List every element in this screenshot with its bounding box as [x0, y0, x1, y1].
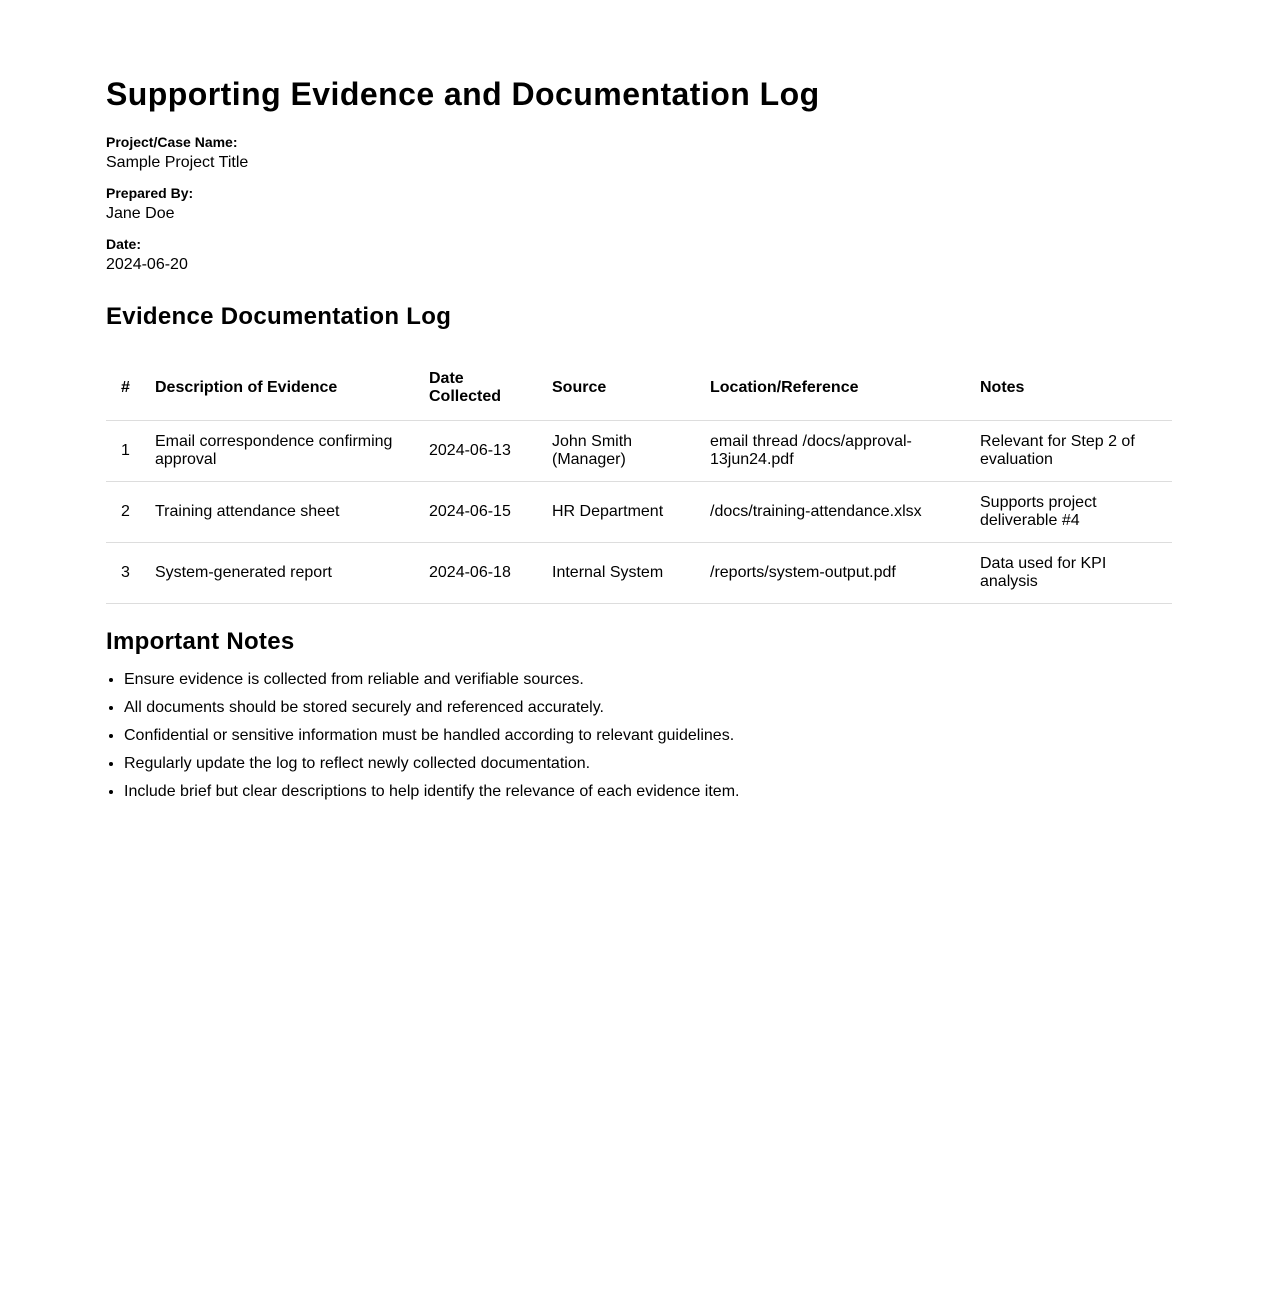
meta-project-label: Project/Case Name: [106, 134, 238, 150]
notes-heading: Important Notes [106, 627, 295, 655]
meta-prepared-value: Jane Doe [106, 205, 175, 222]
list-item: • Regularly update the log to reflect newly collected documentation. [124, 754, 1172, 774]
column-header-source: Source [542, 357, 700, 420]
table-row [106, 481, 1172, 542]
list-item: • Confidential or sensitive information must be handled according to relevant guidelines. [124, 726, 1172, 746]
cell-source: HR Department [542, 481, 700, 542]
meta-prepared-label: Prepared By: [106, 185, 194, 201]
column-header-description: Description of Evidence [145, 357, 419, 420]
cell-number: 2 [106, 481, 145, 542]
cell-location: /docs/training-attendance.xlsx [700, 481, 970, 542]
cell-number: 3 [106, 542, 145, 603]
cell-description: Training attendance sheet [145, 481, 419, 542]
evidence-log-table [106, 357, 1172, 604]
meta-date-label: Date: [106, 236, 142, 252]
meta-prepared-by [106, 184, 1172, 225]
cell-description: Email correspondence confirming approval [145, 420, 419, 481]
list-item: • All documents should be stored securely and referenced accurately. [124, 698, 1172, 718]
table-header [106, 357, 1172, 420]
cell-notes: Relevant for Step 2 of evaluation [970, 420, 1172, 481]
meta-project-value: Sample Project Title [106, 154, 249, 171]
cell-location: /reports/system-output.pdf [700, 542, 970, 603]
cell-location: email thread /docs/approval-13jun24.pdf [700, 420, 970, 481]
column-header-number: # [106, 357, 145, 420]
column-header-notes: Notes [970, 357, 1172, 420]
column-header-location: Location/Reference [700, 357, 970, 420]
cell-source: Internal System [542, 542, 700, 603]
cell-date: 2024-06-13 [419, 420, 542, 481]
cell-description: System-generated report [145, 542, 419, 603]
meta-date [106, 235, 1172, 276]
cell-source: John Smith (Manager) [542, 420, 700, 481]
document-meta [106, 133, 1172, 276]
log-heading: Evidence Documentation Log [106, 303, 452, 330]
meta-date-value: 2024-06-20 [106, 256, 188, 273]
list-item: • Ensure evidence is collected from reliable and verifiable sources. [124, 670, 1172, 690]
table-header-row [106, 357, 1172, 420]
cell-number: 1 [106, 420, 145, 481]
page-title: Supporting Evidence and Documentation Log [106, 76, 820, 112]
cell-notes: Data used for KPI analysis [970, 542, 1172, 603]
cell-date: 2024-06-18 [419, 542, 542, 603]
meta-project [106, 133, 1172, 174]
table-body [106, 420, 1172, 603]
column-header-date: Date Collected [419, 357, 542, 420]
table-row [106, 420, 1172, 481]
list-item: • Include brief but clear descriptions to help identify the relevance of each evidence item. [124, 782, 1172, 802]
cell-notes: Supports project deliverable #4 [970, 481, 1172, 542]
cell-date: 2024-06-15 [419, 481, 542, 542]
table-row [106, 542, 1172, 603]
notes-list [106, 670, 1172, 802]
